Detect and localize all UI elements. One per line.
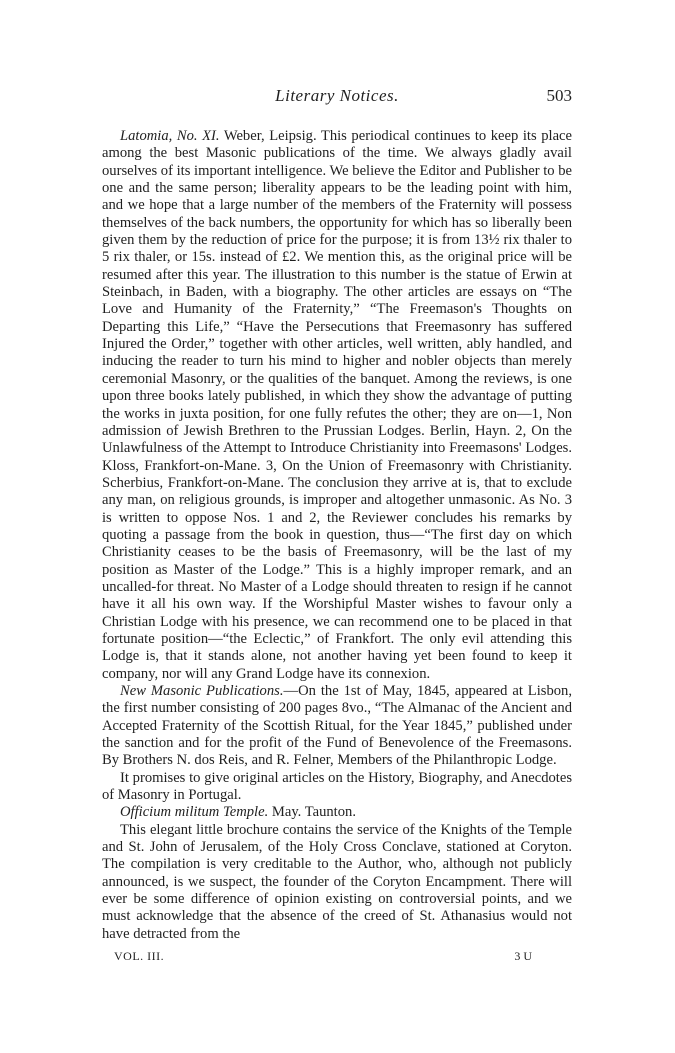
paragraph-lead: Officium militum Temple. [120,804,269,821]
paragraph-new-publications [102,683,572,770]
paragraph-text: Weber, Leipsig. This periodical continues to keep its place among the best Masonic publications of the time. We always gladly avail ourselves of its important intelligence. We believe the Editor and Publisher to be one and the same person; liberality appears to be the leading point with him, and we hope that a large number of the members of the Fraternity will possess themselves of the back numbers, the opportunity for which has so liberally been given them by the reduction of price for the purpose; it is from 13½ rix thaler to 5 rix thaler, or 15s. instead of £2. We mention this, as the original price will be resumed after this year. The illustration to this number is the statue of Erwin at Steinbach, in Baden, with a biography. The other articles are essays on “The Love and Humanity of the Fraternity,” “The Freemason's Thoughts on Departing this Life,” “Have the Persecutions that Freemasonry has suffered Injured the Order,” together with other articles, well written, ably handled, and inducing the reader to turn his mind to higher and nobler objects than merely ceremonial Masonry, or the qualities of the banquet. Among the reviews, is one upon three books lately published, in which they show the advantage of putting the works in juxta position, for one fully refutes the other; they are on—1, Non admission of Jewish Brethren to the Prussian Lodges. Berlin, Hayn. 2, On the Unlawfulness of the Attempt to Introduce Christianity into Freemasons' Lodges. Kloss, Frankfort-on-Mane. 3, On the Union of Freemasonry with Christianity. Scherbius, Frankfort-on-Mane. The conclusion they arrive at is, that to exclude any man, on religious grounds, is improper and altogether unmasonic. As No. 3 is written to oppose Nos. 1 and 2, the Reviewer concludes his remarks by quoting a passage from the book in question, thus—“The first day on which Christianity ceases to be the basis of Freemasonry, will be the last of my position as Master of the Lodge.” This is a highly improper remark, and an uncalled-for threat. No Master of a Lodge should threaten to resign if he cannot have it all his own way. If the Worshipful Master wishes to favour only a Christian Lodge with his presence, we can recommend one to be placed in that fortunate position—“the Eclectic,” of Frankfort. The only evil attending this Lodge is, that it stands alone, not another having yet been found to keep it company, nor will any Grand Lodge have its connexion. [102,128,572,682]
paragraph-lead: Latomia, No. XI. [120,128,220,144]
paragraph-lead: New Masonic Publications. [120,683,284,699]
signature-mark: 3 U [514,949,532,964]
paragraph-text: This elegant little brochure contains the service of the Knights of the Temple and St. John of Jerusalem, of the Holy Cross Conclave, stationed at Coryton. The compilation is very creditable to the Author, who, although not publicly announced, is we suspect, the founder of the Coryton Encampment. There will ever be some difference of opinion existing on controversial points, and we must acknowledge that the absence of the creed of St. Athanasius would not have detracted from the [102,821,572,942]
volume-label: VOL. III. [114,949,165,964]
paragraph-brochure [102,822,572,943]
article-body [102,128,572,943]
paragraph-text: May. Taunton. [268,804,356,821]
page-footer [102,949,572,969]
page-number: 503 [546,86,572,105]
paragraph-promises [102,770,572,805]
paragraph-officium [102,804,572,821]
paragraph-text: It promises to give original articles on the History, Biography, and Anecdotes of Masonry in Portugal. [102,769,572,804]
paragraph-latomia [102,128,572,683]
paragraph-text: —On the 1st of May, 1845, appeared at Lisbon, the first number consisting of 200 pages 8vo., “The Almanac of the Ancient and Accepted Fraternity of the Scottish Ritual, for the Year 1845,” published under the sanction and for the profit of the Fund of Benevolence of the Freemasons. By Brothers N. dos Reis, and R. Felner, Members of the Philanthropic Lodge. [102,683,572,769]
document-page [102,86,572,969]
page-header [102,86,572,112]
running-title: Literary Notices. [275,86,399,105]
